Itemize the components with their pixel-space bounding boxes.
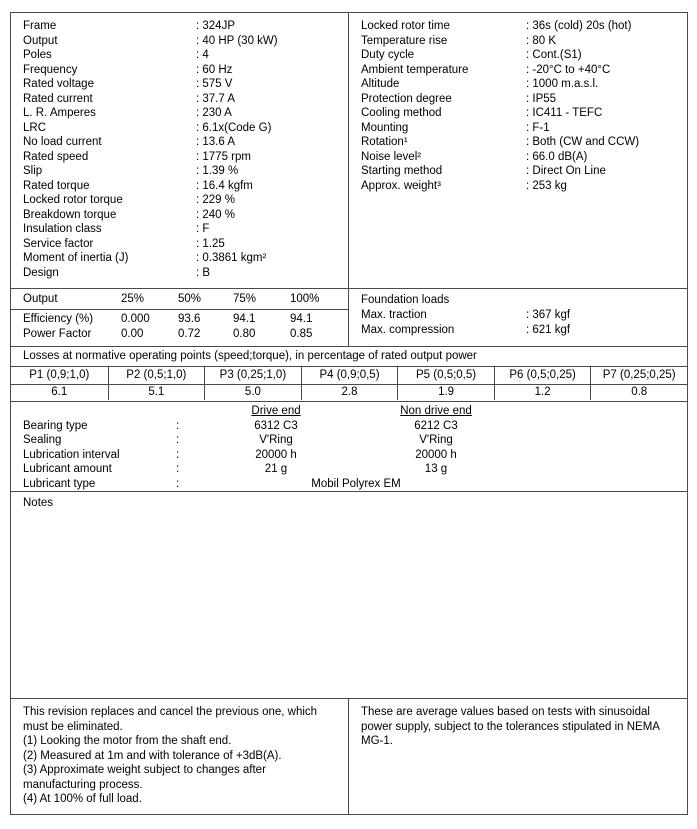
drive-end-value: V'Ring — [259, 434, 293, 446]
row-label: Lubrication interval — [23, 448, 120, 461]
footer-section — [11, 698, 687, 814]
spec-value: : 253 kg — [526, 179, 567, 192]
spec-label: Approx. weight³ — [361, 179, 441, 192]
losses-value: 0.8 — [590, 385, 687, 400]
losses-col-header: P3 (0,25;1,0) — [204, 367, 301, 384]
spec-row — [23, 19, 336, 34]
spec-row — [23, 34, 336, 49]
footnote: This revision replaces and cancel the previous one, which must be eliminated. — [23, 706, 318, 733]
spec-row — [361, 92, 675, 107]
spec-label: No load current — [23, 136, 102, 148]
spec-label: Frame — [23, 20, 57, 32]
spec-row — [23, 222, 336, 237]
spec-label: Cooling method — [361, 107, 442, 119]
spec-label: Service factor — [23, 237, 94, 250]
datasheet-sheet — [10, 12, 688, 815]
spec-row — [23, 266, 336, 281]
row-label: Lubricant amount — [23, 463, 112, 475]
bearing-row — [11, 433, 687, 448]
cell-value: 0.85 — [290, 327, 313, 340]
spec-value: : 229 % — [196, 194, 235, 206]
row-label: Power Factor — [23, 327, 92, 340]
spec-value: : B — [196, 266, 211, 279]
spec-value: : -20°C to +40°C — [526, 63, 611, 76]
notes-section — [11, 491, 687, 698]
spec-row — [23, 193, 336, 208]
losses-value: 1.9 — [397, 385, 494, 400]
bearing-row — [11, 462, 687, 477]
spec-value: : IC411 - TEFC — [526, 107, 603, 119]
losses-title: Losses at normative operating points (speed;torque), in percentage of rated output power — [11, 347, 687, 367]
spec-value: : 13.6 A — [196, 136, 236, 148]
non-drive-end-value: V'Ring — [419, 434, 453, 446]
spec-row — [361, 323, 675, 338]
colon-separator: : — [176, 419, 180, 432]
spec-value: : 240 % — [196, 208, 235, 221]
spec-label: Frequency — [23, 63, 78, 76]
footnote: (2) Measured at 1m and with tolerance of +3dB(A). — [23, 749, 282, 762]
output-col-header: 75% — [233, 293, 257, 305]
footnote: (4) At 100% of full load. — [23, 793, 142, 805]
spec-value: : Direct On Line — [526, 165, 606, 177]
row-label: Bearing type — [23, 419, 88, 432]
spec-row — [23, 208, 336, 223]
spec-row — [361, 106, 675, 121]
spec-label: Mounting — [361, 121, 409, 134]
spec-label: Poles — [23, 49, 52, 61]
bearing-row — [11, 419, 687, 434]
spec-label: Duty cycle — [361, 49, 415, 61]
losses-col-header: P2 (0,5;1,0) — [108, 367, 205, 384]
spec-row — [361, 164, 675, 179]
footnote: (3) Approximate weight subject to changes after manufacturing process. — [23, 764, 266, 791]
spec-value: : 37.7 A — [196, 92, 236, 105]
spec-label: L. R. Amperes — [23, 107, 96, 119]
cell-value: 0.000 — [121, 313, 150, 325]
output-col-header: 100% — [290, 293, 320, 305]
spec-label: Output — [23, 34, 58, 47]
spec-label: Insulation class — [23, 223, 102, 235]
losses-col-header: P6 (0,5;0,25) — [494, 367, 591, 384]
spec-value: : 1000 m.a.s.l. — [526, 78, 599, 90]
spec-row — [361, 121, 675, 136]
spec-row — [361, 150, 675, 165]
spec-row — [361, 135, 675, 150]
losses-col-header: P5 (0,5;0,5) — [397, 367, 494, 384]
spec-label: Locked rotor time — [361, 20, 450, 32]
spec-row — [361, 63, 675, 78]
output-col-header: Output — [23, 293, 58, 305]
spec-label: Design — [23, 266, 59, 279]
spec-label: Locked rotor torque — [23, 194, 123, 206]
drive-end-header: Drive end — [251, 405, 301, 417]
row-label: Lubricant type — [23, 477, 96, 490]
spec-label: Temperature rise — [361, 34, 448, 47]
notes-title: Notes — [23, 497, 54, 509]
spec-label: Ambient temperature — [361, 63, 469, 76]
lubricant-type-value: Mobil Polyrex EM — [311, 477, 401, 490]
spec-value: : 1.39 % — [196, 165, 239, 177]
spec-row — [23, 251, 336, 266]
spec-value: : 6.1x(Code G) — [196, 121, 272, 134]
spec-row — [361, 179, 675, 194]
cell-value: 93.6 — [178, 313, 201, 325]
spec-label: Slip — [23, 165, 43, 177]
spec-row — [361, 308, 675, 323]
non-drive-end-value: 6212 C3 — [414, 419, 458, 432]
spec-value: : 324JP — [196, 20, 235, 32]
spec-row — [23, 92, 336, 107]
cell-value: 94.1 — [233, 313, 256, 325]
spec-label: Rated speed — [23, 150, 89, 163]
spec-value: : 66.0 dB(A) — [526, 150, 588, 163]
colon-separator: : — [176, 434, 180, 446]
losses-value: 2.8 — [301, 385, 398, 400]
row-label: Sealing — [23, 434, 62, 446]
losses-values-row — [11, 385, 687, 400]
losses-value: 5.1 — [108, 385, 205, 400]
colon-separator: : — [176, 448, 180, 461]
spec-row — [361, 77, 675, 92]
lubricant-type-row — [11, 477, 687, 492]
spec-row — [361, 19, 675, 34]
spec-label: Breakdown torque — [23, 208, 117, 221]
losses-header-row — [11, 367, 687, 385]
cell-value: 0.00 — [121, 327, 144, 340]
drive-end-value: 21 g — [264, 463, 288, 475]
cell-value: 94.1 — [290, 313, 313, 325]
spec-row — [23, 121, 336, 136]
spec-label: Rotation¹ — [361, 136, 408, 148]
bearings-section — [11, 401, 687, 491]
spec-row — [23, 135, 336, 150]
drive-end-value: 20000 h — [255, 448, 297, 461]
spec-row — [23, 237, 336, 252]
spec-row — [361, 48, 675, 63]
losses-section — [11, 346, 687, 401]
spec-value: : 40 HP (30 kW) — [196, 34, 278, 47]
losses-value: 6.1 — [51, 386, 68, 398]
spec-row — [23, 179, 336, 194]
spec-label: Rated torque — [23, 179, 90, 192]
losses-col-header: P7 (0,25;0,25) — [590, 367, 687, 384]
spec-section — [11, 13, 687, 288]
non-drive-end-value: 20000 h — [415, 448, 457, 461]
losses-col-header: P1 (0,9;1,0) — [29, 369, 90, 381]
spec-value: : Cont.(S1) — [526, 49, 582, 61]
foundation-title: Foundation loads — [361, 294, 450, 306]
foundation-loads — [349, 289, 687, 346]
colon-separator: : — [176, 463, 180, 475]
spec-label: Max. compression — [361, 324, 455, 336]
bearings-header-row — [11, 404, 687, 419]
spec-row — [23, 48, 336, 63]
spec-value: : 575 V — [196, 78, 233, 90]
spec-value: : IP55 — [526, 92, 557, 105]
spec-row — [23, 106, 336, 121]
footnote: These are average values based on tests with sinusoidal power supply, subject to the tolerances stipulated in NEMA MG-1. — [361, 706, 660, 747]
spec-row — [23, 164, 336, 179]
losses-value: 1.2 — [494, 385, 591, 400]
spec-label: Max. traction — [361, 309, 427, 321]
drive-end-value: 6312 C3 — [254, 419, 298, 432]
spec-label: Altitude — [361, 78, 400, 90]
non-drive-end-value: 13 g — [424, 463, 448, 475]
spec-row — [23, 63, 336, 78]
colon-separator: : — [176, 477, 180, 490]
non-drive-end-header: Non drive end — [400, 405, 472, 417]
losses-value: 5.0 — [204, 385, 301, 400]
spec-value: : 4 — [196, 49, 209, 61]
spec-label: Rated voltage — [23, 78, 94, 90]
spec-value: : Both (CW and CCW) — [526, 136, 640, 148]
output-table — [11, 289, 349, 346]
spec-row — [23, 150, 336, 165]
cell-value: 0.72 — [178, 327, 201, 340]
spec-value: : 230 A — [196, 107, 232, 119]
spec-value: : 1.25 — [196, 237, 225, 250]
spec-value: : 36s (cold) 20s (hot) — [526, 20, 632, 32]
table-row — [11, 312, 348, 327]
cell-value: 0.80 — [233, 327, 256, 340]
performance-section — [11, 288, 687, 346]
output-col-header: 25% — [121, 293, 145, 305]
spec-list-right — [349, 13, 687, 288]
spec-value: : 80 K — [526, 34, 557, 47]
spec-label: Rated current — [23, 92, 93, 105]
spec-list-left — [11, 13, 349, 288]
footnote: (1) Looking the motor from the shaft end. — [23, 735, 232, 747]
output-table-header — [11, 289, 348, 310]
spec-value: : 621 kgf — [526, 324, 571, 336]
spec-value: : 60 Hz — [196, 63, 233, 76]
spec-value: : 367 kgf — [526, 309, 571, 321]
spec-label: LRC — [23, 121, 47, 134]
output-col-header: 50% — [178, 293, 202, 305]
spec-label: Protection degree — [361, 92, 452, 105]
spec-label: Noise level² — [361, 150, 422, 163]
spec-value: : 1775 rpm — [196, 150, 251, 163]
spec-value: : 0.3861 kgm² — [196, 252, 267, 264]
spec-row — [23, 77, 336, 92]
spec-value: : F-1 — [526, 121, 550, 134]
spec-row — [361, 34, 675, 49]
row-label: Efficiency (%) — [23, 313, 94, 325]
footer-right — [349, 699, 687, 814]
output-table-body — [11, 310, 348, 341]
bearing-row — [11, 448, 687, 463]
spec-label: Moment of inertia (J) — [23, 252, 129, 264]
footer-left — [11, 699, 349, 814]
losses-col-header: P4 (0,9;0,5) — [301, 367, 398, 384]
spec-value: : F — [196, 223, 210, 235]
spec-value: : 16.4 kgfm — [196, 179, 253, 192]
table-row — [11, 327, 348, 342]
spec-label: Starting method — [361, 165, 443, 177]
